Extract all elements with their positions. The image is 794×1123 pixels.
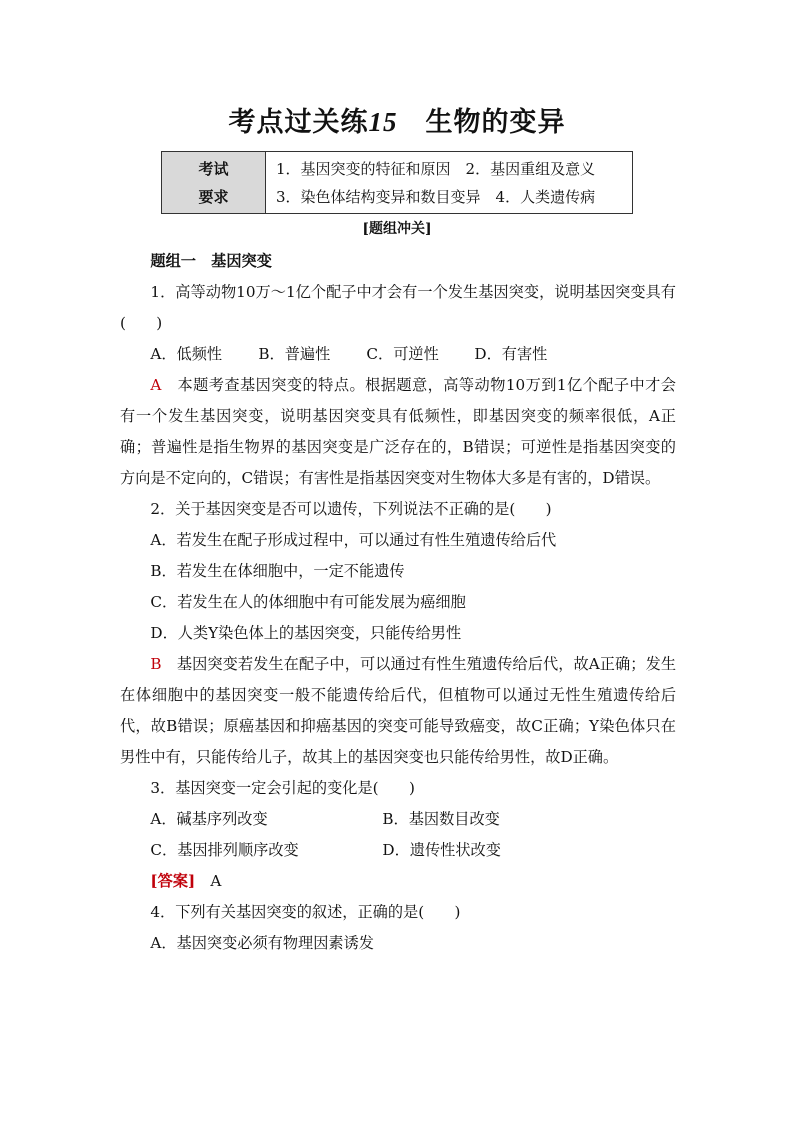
title-number: 15: [368, 107, 398, 137]
requirements-label-cell: [162, 152, 266, 213]
requirements-content-cell: [266, 152, 632, 213]
q3-option-c: C．基因排列顺序改变: [150, 841, 299, 859]
q1-explanation: [120, 370, 676, 494]
q1-explain-text: 本题考查基因突变的特点。根据题意，高等动物10万到1亿个配子中才会有一个发生基因突变，说明基因突变具有低频性，即基因突变的频率很低，A正确；普遍性是指生物界的基因突变是广泛存在的，B错误；可逆性是指基因突变的方向是不定向的，C错误；有害性是指基因突变对生物体大多是有害的，D错误。: [120, 376, 676, 487]
q3-answer-label: [答案]: [150, 872, 196, 890]
q3-answer: A: [210, 872, 222, 890]
q2-answer: B: [150, 655, 162, 673]
page-title: [0, 100, 794, 139]
q4-stem: 4．下列有关基因突变的叙述，正确的是( ): [150, 903, 461, 921]
requirements-line-2: 3．染色体结构变异和数目变异 4．人类遗传病: [276, 188, 596, 207]
questions-body: [120, 246, 676, 959]
title-suffix: 生物的变异: [425, 107, 566, 138]
requirements-line-1: 1．基因突变的特征和原因 2．基因重组及意义: [276, 159, 596, 178]
q1-option-a: A．低频性: [150, 345, 223, 363]
section-heading: [题组冲关]: [362, 221, 432, 237]
q2-explanation: [120, 649, 676, 773]
q3-answer-line: [120, 866, 676, 897]
q3-option-d: D．遗传性状改变: [382, 841, 501, 859]
q3-stem: 3．基因突变一定会引起的变化是( ): [150, 779, 415, 797]
q2-stem: 2．关于基因突变是否可以遗传，下列说法不正确的是( ): [150, 500, 552, 518]
requirements-label-1: 考试: [198, 159, 229, 178]
q1-option-d: D．有害性: [474, 345, 548, 363]
group-heading: 题组一 基因突变: [150, 252, 272, 270]
q4-option-a: A．基因突变必须有物理因素诱发: [150, 934, 374, 952]
q1-option-b: B．普遍性: [258, 345, 331, 363]
requirements-label-2: 要求: [198, 188, 229, 207]
requirements-table: [161, 151, 633, 214]
q2-option-a: A．若发生在配子形成过程中，可以通过有性生殖遗传给后代: [150, 531, 557, 549]
q2-explain-text: 基因突变若发生在配子中，可以通过有性生殖遗传给后代，故A正确；发生在体细胞中的基因突变一般不能遗传给后代，但植物可以通过无性生殖遗传给后代，故B错误；原癌基因和抑癌基因的突变可能导致癌变，故C正确；Y染色体只在男性中有，只能传给儿子，故其上的基因突变也只能传给男性，故D正确。: [120, 655, 677, 766]
q2-option-c: C．若发生在人的体细胞中有可能发展为癌细胞: [150, 593, 466, 611]
q3-option-b: B．基因数目改变: [382, 810, 500, 828]
q3-options-row-1: [120, 804, 676, 835]
q1-answer: A: [150, 376, 162, 394]
q2-option-d: D．人类Y染色体上的基因突变，只能传给男性: [150, 624, 462, 642]
q1-options: [120, 339, 676, 370]
q1-option-c: C．可逆性: [366, 345, 439, 363]
q3-option-a: A．碱基序列改变: [150, 810, 268, 828]
q1-stem: 1．高等动物10万～1亿个配子中才会有一个发生基因突变，说明基因突变具有( ): [120, 283, 676, 332]
q3-options-row-2: [120, 835, 676, 866]
q2-option-b: B．若发生在体细胞中，一定不能遗传: [150, 562, 405, 580]
title-prefix: 考点过关练: [228, 107, 369, 138]
